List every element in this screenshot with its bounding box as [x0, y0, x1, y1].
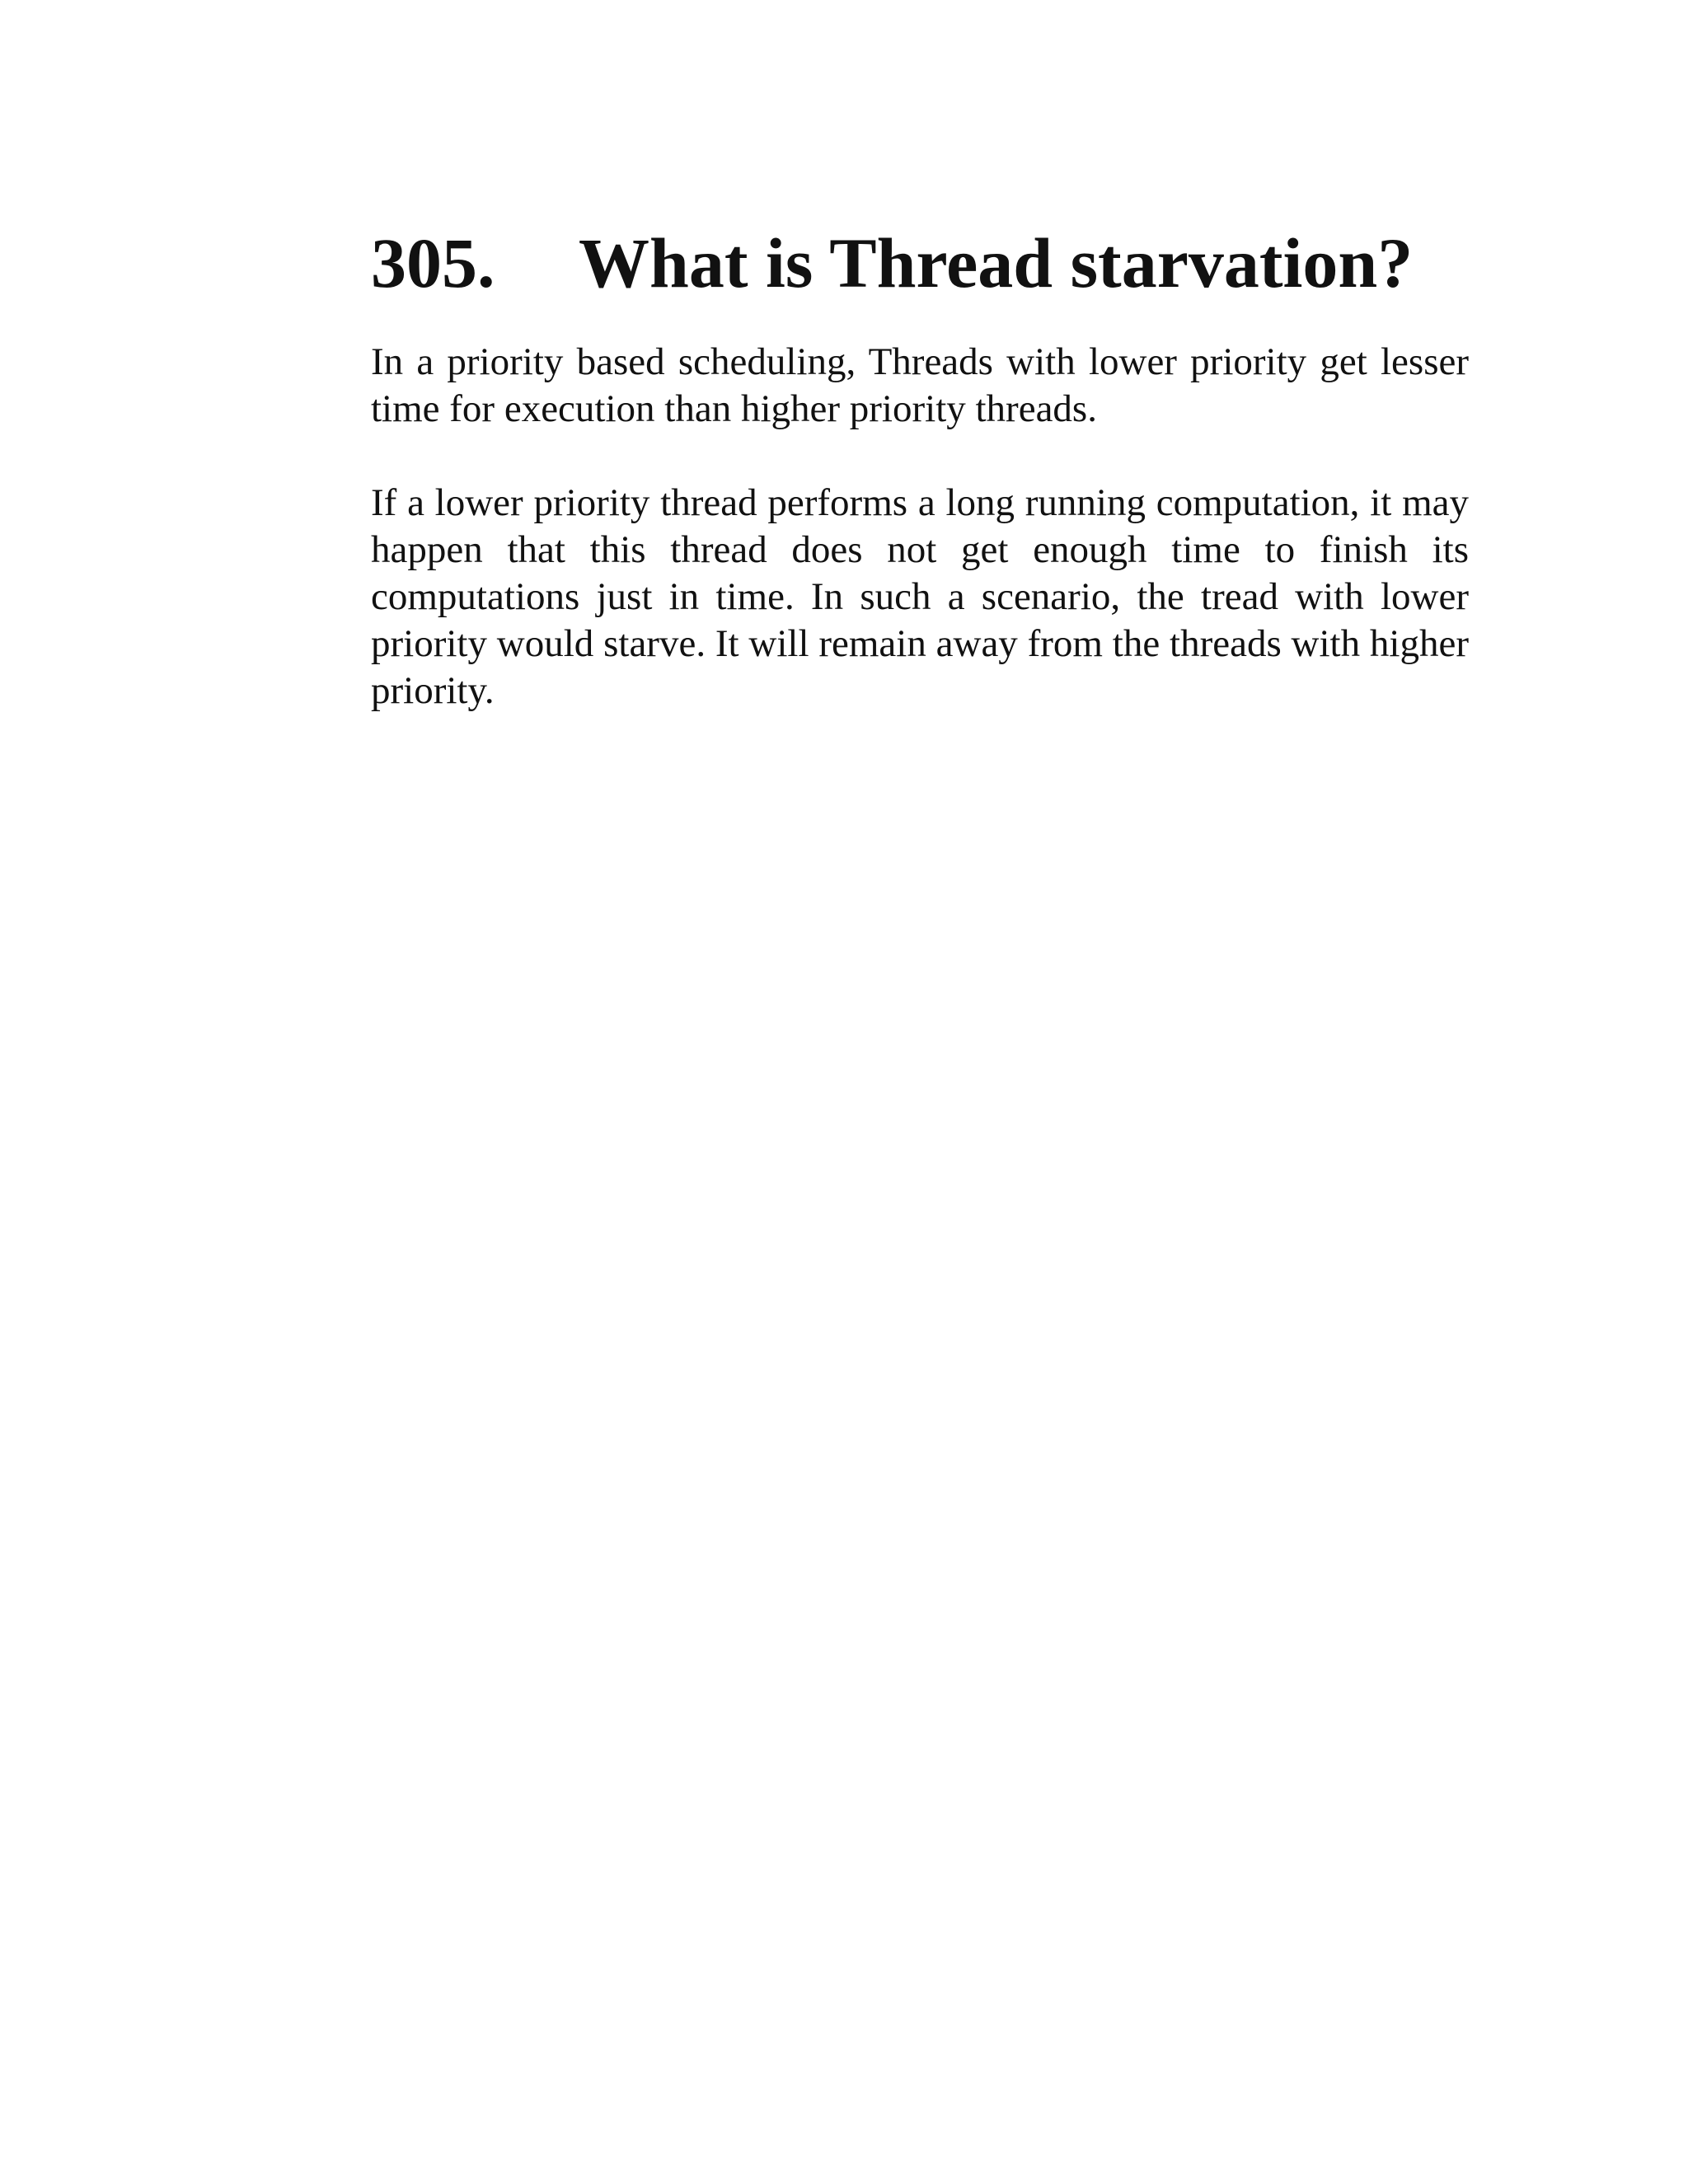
answer-paragraph-2: If a lower priority thread performs a long running computation, it may happen that this thread does not get enough time to finish its computations just in time. In such a scenario, the tread with lower priority would starve. It will remain away from the threads with higher priority. [371, 480, 1469, 712]
question-number: 305. [371, 223, 495, 302]
document-content [371, 223, 1469, 715]
question-heading [371, 223, 1469, 304]
question-title: What is Thread starvation? [579, 223, 1414, 302]
answer-paragraph-1: In a priority based scheduling, Threads with lower priority get lesser time for execution than higher priority threads. [371, 340, 1469, 430]
